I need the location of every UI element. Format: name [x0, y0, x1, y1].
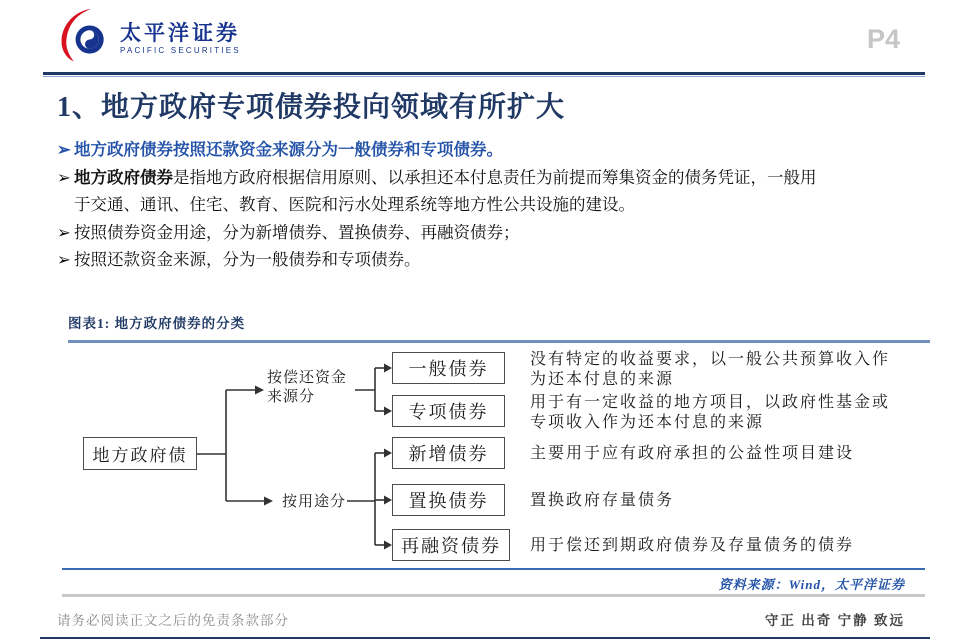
page-number: P4: [866, 24, 900, 54]
desc-special-bond: 用于有一定收益的地方项目，以政府性基金或专项收入作为还本付息的来源: [530, 394, 891, 431]
header-divider: [43, 72, 925, 77]
pacific-securities-logo-icon: [58, 7, 116, 65]
desc-general-bond: 没有特定的收益要求，以一般公共预算收入作为还本付息的来源: [530, 351, 891, 388]
desc-refinancing-bond: 用于偿还到期政府债券及存量债务的债券: [530, 537, 855, 554]
arrow-bullet-icon: ➢: [57, 222, 71, 242]
footer-motto: 守正 出奇 宁静 致远: [764, 613, 905, 628]
figure-caption: 图表1: 地方政府债券的分类: [68, 316, 246, 331]
footer-disclaimer: 请务必阅读正文之后的免责条款部分: [57, 613, 289, 628]
bullet-item: ➢ 地方政府债券按照还款资金来源分为一般债券和专项债券。: [57, 136, 925, 164]
figure-bottom-divider-gray: [62, 594, 925, 597]
node-refinancing-bond: 再融资债券: [392, 529, 510, 561]
bullet-list: [57, 136, 925, 274]
arrow-bullet-icon: ➢: [57, 140, 71, 159]
criterion-purpose: 按用途分: [282, 494, 347, 510]
brand-text: [120, 23, 241, 55]
section-title: 1、地方政府专项债券投向领域有所扩大: [57, 92, 566, 123]
node-general-bond: 一般债券: [392, 352, 505, 384]
bullet-item: ➢ 按照债券资金用途，分为新增债券、置换债券、再融资债券；: [57, 219, 925, 247]
node-special-bond: 专项债券: [392, 395, 505, 427]
desc-new-bond: 主要用于应有政府承担的公益性项目建设: [530, 445, 855, 462]
footer-divider: [40, 637, 930, 639]
classification-diagram: [57, 348, 935, 566]
brand-name-en: PACIFIC SECURITIES: [120, 46, 241, 55]
node-new-bond: 新增债券: [392, 437, 505, 469]
root-node-local-government-debt: 地方政府债: [83, 437, 197, 470]
criterion-repayment-source: 按偿还资金 来源分: [267, 370, 348, 405]
arrow-bullet-icon: ➢: [57, 167, 71, 187]
desc-replacement-bond: 置换政府存量债务: [530, 492, 675, 509]
bullet-item: ➢ 地方政府债券是指地方政府根据信用原则、以承担还本付息责任为前提而筹集资金的债务凭证，一般用于交通、通讯、住宅、教育、医院和污水处理系统等地方性公共设施的建设。: [57, 164, 826, 219]
node-replacement-bond: 置换债券: [392, 484, 505, 516]
data-source-note: 资料来源：Wind，太平洋证券: [718, 577, 905, 592]
figure-caption-divider: [68, 340, 930, 343]
arrow-bullet-icon: ➢: [57, 250, 71, 269]
bullet-item: ➢ 按照还款资金来源，分为一般债券和专项债券。: [57, 246, 925, 274]
brand-name-cn: 太平洋证券: [120, 22, 240, 45]
figure-bottom-divider-blue: [62, 568, 925, 570]
